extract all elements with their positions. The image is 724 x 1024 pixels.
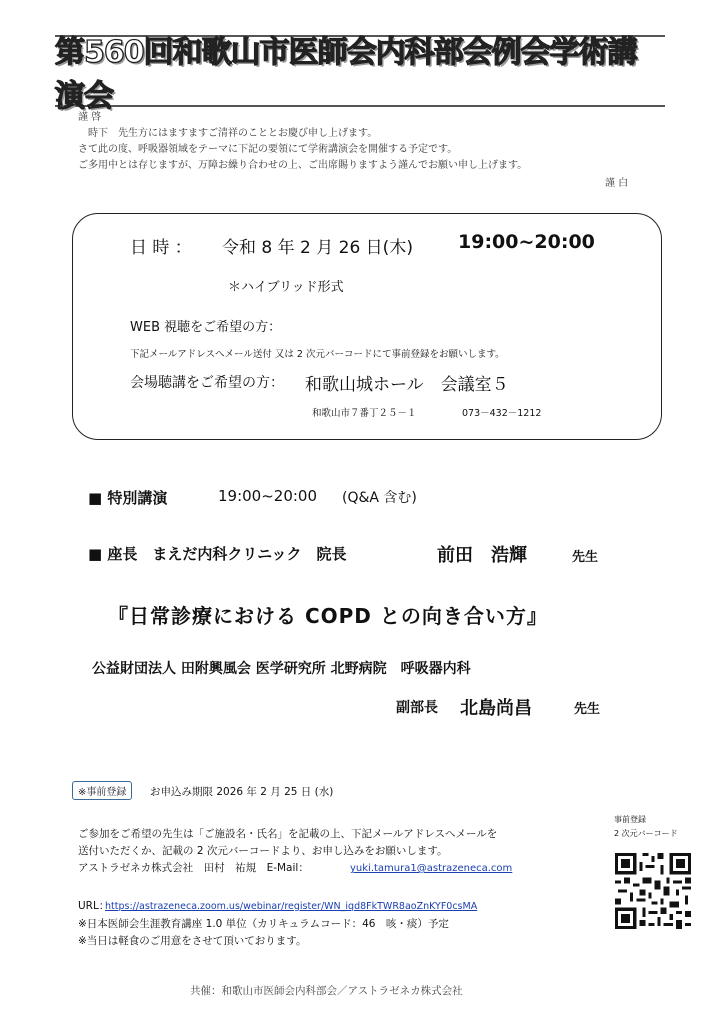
greeting-line-3: ご多用中とは存じますが、万障お繰り合わせの上、ご出席賜りますよう謹んでお願い申し上げます。 (78, 160, 528, 171)
greeting-salutation: 謹 啓 (78, 112, 102, 123)
chair-name: 前田 浩輝 (437, 545, 527, 566)
speaker-role: 副部長 (396, 700, 438, 716)
credit-note: ※日本医師会生涯教育講座 1.0 単位（カリキュラムコード：46 咳・痰）予定 (78, 918, 449, 930)
qr-code-icon[interactable] (615, 853, 691, 929)
web-label: WEB 視聴をご希望の方： (130, 320, 282, 335)
chair-label: ■ 座長 まえだ内科クリニック 院長 (88, 545, 347, 563)
event-format: ＊ハイブリッド形式 (228, 280, 344, 295)
url-label: URL： (78, 900, 110, 912)
venue-name: 和歌山城ホール 会議室５ (305, 375, 509, 395)
special-lecture-time: 19:00~20:00 (218, 487, 318, 505)
pre-registration-badge: ※事前登録 (72, 781, 132, 800)
chair-suffix: 先生 (572, 550, 599, 565)
venue-phone: 073－432－1212 (462, 408, 542, 419)
meal-note: ※当日は軽食のご用意をさせて頂いております。 (78, 935, 307, 947)
event-time: 19:00~20:00 (458, 231, 595, 253)
speaker-name: 北島尚昌 (460, 698, 532, 719)
special-lecture-note: (Q&A 含む) (342, 490, 417, 506)
contact-email-link[interactable]: yuki.tamura1@astrazeneca.com (350, 863, 513, 874)
title-banner (55, 35, 665, 114)
footer-cosponsor: 共催：和歌山市医師会内科部会／アストラゼネカ株式会社 (190, 985, 463, 997)
speaker-suffix: 先生 (574, 702, 601, 717)
registration-contact: アストラゼネカ株式会社 田村 祐規 E-Mail： (78, 862, 309, 874)
greeting-line-2: さて此の度、呼吸器領域をテーマに下記の要領にて学術講演会を開催する予定です。 (78, 144, 458, 155)
venue-address: 和歌山市７番丁２５－１ (312, 408, 417, 419)
registration-url-link[interactable]: https://astrazeneca.zoom.us/webinar/register/WN_iqd8FkTWR8aoZnKYF0csMA (105, 901, 478, 912)
greeting-line-1: 時下 先生方にはますますご清祥のこととお慶び申し上げます。 (88, 128, 378, 139)
registration-deadline: お申込み期限 2026 年 2 月 25 日 (水) (150, 786, 334, 798)
page-title: 第560回和歌山市医師会内科部会例会学術講演会 (55, 35, 637, 114)
web-detail: 下記メールアドレスへメール送付 又は 2 次元バーコードにて事前登録をお願いします。 (130, 349, 505, 360)
speaker-org: 公益財団法人 田附興風会 医学研究所 北野病院 呼吸器内科 (92, 661, 471, 677)
registration-line-1: ご参加をご希望の先生は「ご施設名・氏名」を記載の上、下記メールアドレスへメールを (78, 828, 498, 840)
qr-label-1: 事前登録 (614, 815, 646, 824)
qr-label-2: 2 次元バーコード (614, 829, 678, 838)
event-date: 令和 8 年 2 月 26 日(木) (222, 238, 413, 258)
greeting-closing: 謹 白 (605, 178, 629, 189)
lecture-title: 『日常診療における COPD との向き合い方』 (108, 604, 548, 628)
registration-line-2: 送付いただくか、記載の 2 次元バーコードより、お申し込みをお願いします。 (78, 845, 448, 857)
special-lecture-label: ■ 特別講演 (88, 489, 168, 507)
venue-label: 会場聴講をご希望の方： (130, 375, 284, 391)
datetime-label: 日 時 ： (130, 238, 192, 258)
